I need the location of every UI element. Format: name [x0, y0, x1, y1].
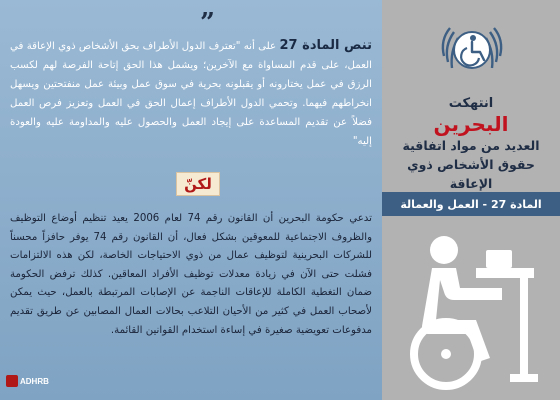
title-line-bahrain: البحرين	[433, 112, 509, 136]
logo-mark-icon	[6, 375, 18, 387]
title-line-disability: الإعاقة	[449, 176, 493, 191]
logo-text: ADHRB	[20, 376, 49, 386]
quote-mark: ”	[200, 8, 215, 38]
article-27-ribbon	[382, 192, 560, 216]
title-line-articles: العديد من مواد اتفاقية	[402, 138, 540, 153]
article-label: تنص المادة 27	[279, 38, 372, 53]
title-line-rights: حقوق الأشخاص ذوي	[407, 157, 535, 172]
adhrb-logo	[6, 375, 49, 387]
article-quote-text: على أنه "تعترف الدول الأطراف بحق الأشخاص ذوي الإعاقة في العمل، على قدم المساواة مع الآخرين؛ ويشمل هذا الحق إتاحة الفرصة لهم لكسب الرزق في عمل يختارونه أو يقبلونه بحرية في سوق عمل وبيئة عمل منفتحتين ويسهل انخراطهم فيهما. وتحمي الدول الأطراف إعمال الحق في العمل وتعزيز فرص العمل فضلاً عن تقديم المساعدة على إيجاد العمل والحصول عليه والمداومة عليه والعودة إليه"	[10, 41, 372, 147]
title-block	[382, 96, 560, 193]
but-label: لكنّ	[184, 175, 212, 193]
but-box	[176, 172, 220, 196]
side-panel	[382, 0, 560, 400]
un-emblem-wheelchair-icon	[432, 16, 512, 84]
ribbon-label: المادة 27 - العمل والعمالة	[400, 197, 542, 211]
title-line-violated: انتهكت	[448, 96, 494, 111]
article-quote-paragraph	[10, 36, 372, 151]
body-paragraph: تدعي حكومة البحرين أن القانون رقم 74 لعام 2006 يعيد تنظيم أوضاع التوظيف والظروف الاجتماعية للمعوقين بشكل فعال، أن القانون رقم 74 يوفر حافزاً محسناً للشركات البحرينية لتوظيف عمال من ذوي الاحتياجات الخاصة، لكن هذه الالتزامات فشلت حتى الآن في زيادة معدلات توظيف الأفراد المعاقين. كذلك ترفض الحكومة ضمان التغطية الكاملة للإعاقات الناجمة عن الإصابات المرتبطة بالعمل، حيث يمكن لأصحاب العمل في كثير من الأحيان التلاعب بحالات العمال المصابين عن طريق تقديم مدفوعات تعويضية صغيرة في إساءة استخدام القوانين القائمة.	[10, 213, 372, 336]
wheelchair-worker-icon	[394, 228, 552, 396]
